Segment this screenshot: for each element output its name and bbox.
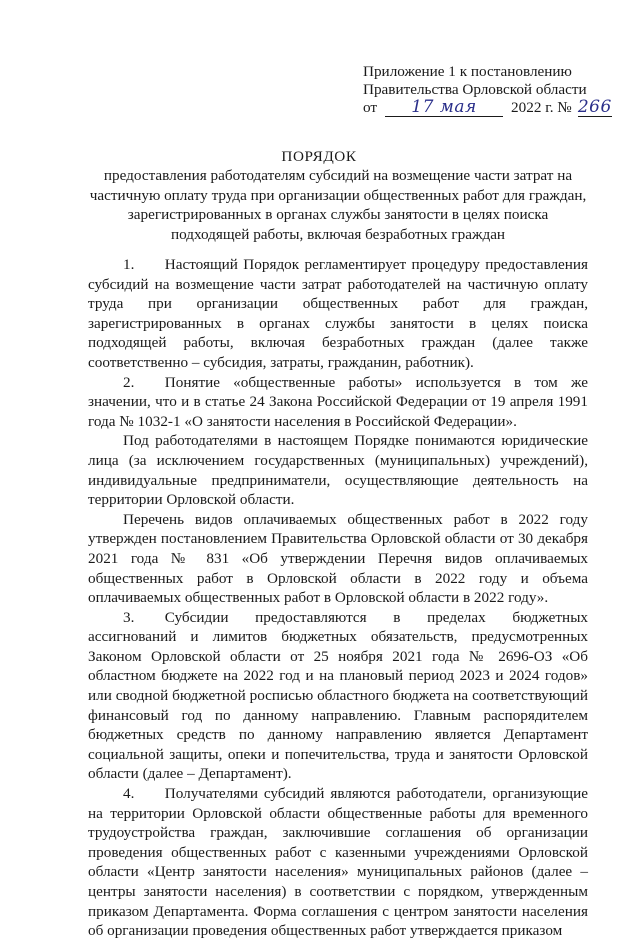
annex-header [363, 63, 613, 117]
paragraph-1: 1. Настоящий Порядок регламентирует процедуру предоставления субсидий на возмещение части затрат работодателей на частичную оплату труда при организации общественных работ для граждан, зарегистрированных в органах службы занятости в целях поиска подходящей работы, включая безработных граждан (далее также соответственно – субсидия, затраты, гражданин, работник). [88, 256, 588, 371]
annex-number-blank [578, 99, 612, 117]
document-subtitle: предоставления работодателям субсидий на возмещение части затрат на частичную оплату труда при организации общественных работ для граждан, зарегистрированных в органах службы занятости в целях поиска подходящей работы, включая безработных граждан [89, 167, 587, 243]
document-body [88, 255, 588, 941]
paragraph-5: 3. Субсидии предоставляются в пределах бюджетных ассигнований и лимитов бюджетных обязательств, предусмотренных Законом Орловской области от 25 ноября 2021 года № 2696-ОЗ «Об областном бюджете на 2022 год и на плановый период 2023 и 2024 годов» или сводной бюджетной росписью областного бюджета на соответствующий финансовый год по данному направлению. Главным распорядителем бюджетных средств по данному направлению является Департамент социальной защиты, опеки и попечительства, труда и занятости Орловской области (далее – Департамент). [88, 608, 588, 783]
document-title: ПОРЯДОК [281, 148, 357, 165]
annex-line-1: Приложение 1 к постановлению [363, 63, 572, 80]
paragraph-6: 4. Получателями субсидий являются работодатели, организующие на территории Орловской области общественные работы для временного трудоустройства граждан, заключившие соглашения об организации проведения общественных работ с казенными учреждениями Орловской области «Центр занятости населения» муниципальных районов (далее – центры занятости населения) в соответствии с порядком, утвержденным приказом Департамента. Форма соглашения с центром занятости населения об организации проведения общественных работ утверждается приказом [88, 785, 588, 940]
annex-handwritten-number: 266 [577, 97, 612, 117]
paragraph-2: 2. Понятие «общественные работы» используется в том же значении, что и в статье 24 Закона Российской Федерации от 19 апреля 1991 года № 1032-1 «О занятости населения в Российской Федерации». [88, 373, 588, 430]
annex-handwritten-date: 17 мая [411, 97, 477, 117]
annex-year-text: 2022 г. № [511, 99, 572, 116]
annex-date-blank [385, 99, 503, 117]
paragraph-4: Перечень видов оплачиваемых общественных работ в 2022 году утвержден постановлением Правительства Орловской области от 30 декабря 2021 года № 831 «Об утверждении Перечня видов оплачиваемых общественных работ в Орловской области в 2022 году и объема оплачиваемых общественных работ в Орловской области в 2022 году». [88, 510, 588, 607]
annex-from-label: от [363, 99, 378, 116]
annex-date-line [363, 99, 613, 117]
annex-line-2: Правительства Орловской области [363, 81, 587, 98]
paragraph-3: Под работодателями в настоящем Порядке понимаются юридические лица (за исключением государственных (муниципальных) учреждений), индивидуальные предприниматели, осуществляющие деятельность на территории Орловской области. [88, 432, 588, 509]
